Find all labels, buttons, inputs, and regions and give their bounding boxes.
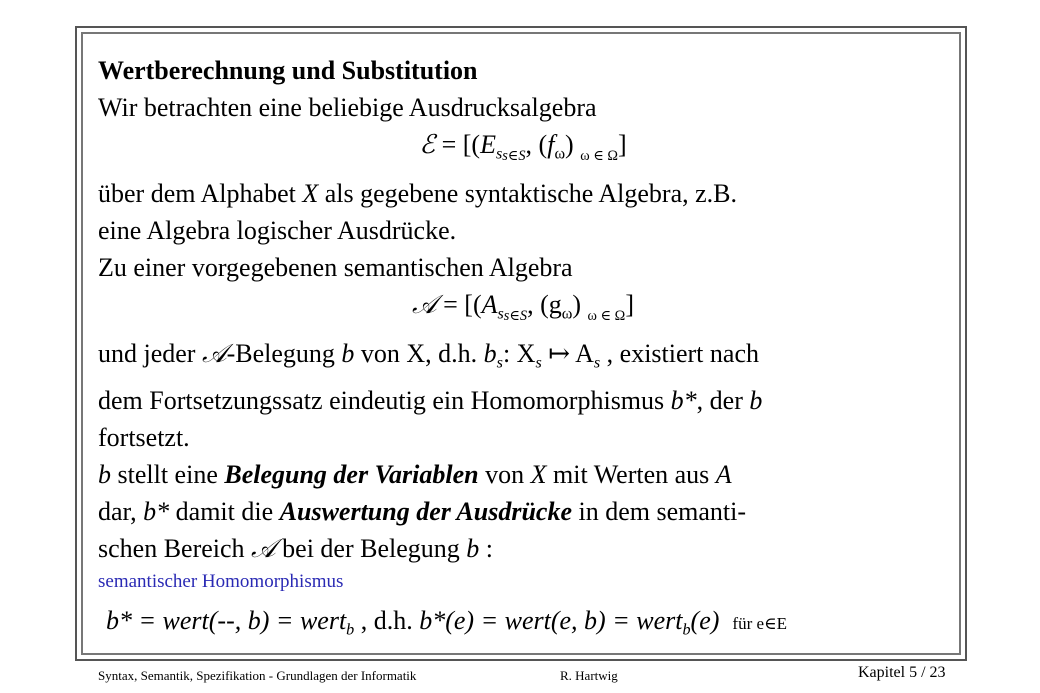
semantic-homomorphism-label: semantischer Homomorphismus: [98, 570, 344, 592]
text-line-7: und jeder 𝒜-Belegung b von X, d.h. $b_s$: $X_s$ ↦ $A_s$ , existiert nach: [98, 339, 759, 372]
text-line-11: dar, b* damit die Auswertung der Ausdrücke in dem semanti-: [98, 496, 747, 526]
footer-course-title: Syntax, Semantik, Spezifikation - Grundlagen der Informatik: [98, 668, 417, 683]
formula-evaluation: b* = wert(--, b) = wert$_b$ , d.h. b*(e) = wert(e, b) = wert$_b$(e) für e∈E: [106, 605, 787, 639]
formula-expression-algebra: ℰ = [($E_{ss\in S}$, $(f_\omega)$ $_{\omega \in \Omega}$]: [419, 130, 627, 165]
slide-content: [98, 52, 948, 649]
text-line-10: b stellt eine Belegung der Variablen von X mit Werten aus A: [98, 459, 732, 489]
text-line-3: über dem Alphabet X als gegebene syntaktische Algebra, z.B.: [98, 179, 737, 209]
text-line-12: schen Bereich 𝒜 bei der Belegung b :: [98, 533, 493, 564]
footer-author: R. Hartwig: [560, 668, 618, 683]
text-line-4: eine Algebra logischer Ausdrücke.: [98, 216, 457, 246]
intro-line: Wir betrachten eine beliebige Ausdrucksalgebra: [98, 93, 597, 122]
text-line-5: Zu einer vorgegebenen semantischen Algebra: [98, 253, 573, 283]
slide-title: Wertberechnung und Substitution: [98, 56, 478, 85]
text-line-8: dem Fortsetzungssatz eindeutig ein Homomorphismus b*, der b: [98, 385, 763, 415]
formula-semantic-algebra: 𝒜 = [($A_{ss\in S}$, $(g_\omega)$ $_{\omega \in \Omega}$]: [412, 290, 634, 325]
footer-page-number: Kapitel 5 / 23: [858, 664, 946, 681]
text-line-9: fortsetzt.: [98, 422, 190, 452]
